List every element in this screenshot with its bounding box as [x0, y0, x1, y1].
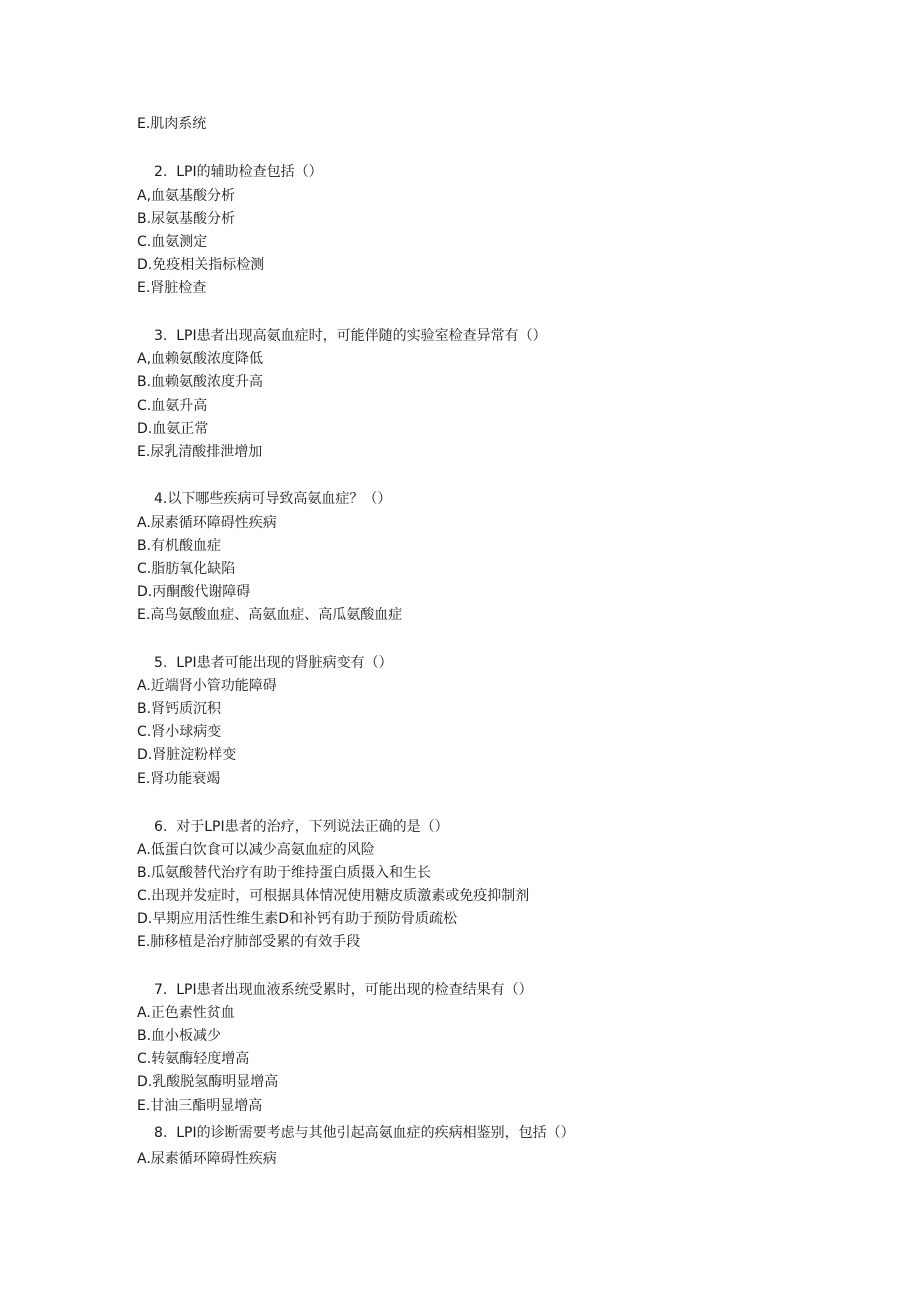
option-text: B.尿氨基酸分析 — [137, 211, 236, 227]
option-text: E.甘油三酯明显增高 — [137, 1098, 263, 1114]
option-text: E.肺移植是治疗肺部受累的有效手段 — [137, 934, 361, 950]
option-text: A.正色素性贫血 — [137, 1005, 235, 1021]
option-text: D.肾脏淀粉样变 — [137, 747, 237, 763]
question-text: 8. LPI的诊断需要考虑与其他引起高氨血症的疾病相鉴别，包括（） — [154, 1125, 575, 1141]
option-text: E.肾脏检查 — [137, 280, 207, 296]
option-text: A.低蛋白饮食可以减少高氨血症的风险 — [137, 842, 375, 858]
option-text: E.肾功能衰竭 — [137, 771, 221, 787]
option-text: B.血小板减少 — [137, 1028, 222, 1044]
option-text: C.肾小球病变 — [137, 724, 222, 740]
option-text: C.出现并发症时，可根据具体情况使用糖皮质激素或免疫抑制剂 — [137, 888, 530, 904]
option-text: A.尿素循环障碍性疾病 — [137, 515, 277, 531]
question-text: 3. LPI患者出现高氨血症时，可能伴随的实验室检查异常有（） — [154, 328, 547, 344]
option-text: B.血赖氨酸浓度升高 — [137, 374, 264, 390]
option-text: A,血赖氨酸浓度降低 — [137, 351, 264, 367]
option-text: D.丙酮酸代谢障碍 — [137, 584, 251, 600]
option-text: C.血氨测定 — [137, 234, 208, 250]
question-text: 2. LPI的辅助检查包括（） — [154, 164, 323, 180]
option-text: A.尿素循环障碍性疾病 — [137, 1151, 277, 1167]
option-text: D.早期应用活性维生素D和补钙有助于预防骨质疏松 — [137, 911, 458, 927]
option-text: D.免疫相关指标检测 — [137, 257, 265, 273]
option-text: E.尿乳清酸排泄增加 — [137, 444, 263, 460]
option-text: A,血氨基酸分析 — [137, 188, 236, 204]
question-text: 5. LPI患者可能出现的肾脏病变有（） — [154, 655, 393, 671]
option-text: D.血氨正常 — [137, 421, 209, 437]
option-text: D.乳酸脱氢酶明显增高 — [137, 1074, 279, 1090]
question-text: 6. 对于LPI患者的治疗，下列说法正确的是（） — [154, 819, 449, 835]
question-text: 4.以下哪些疾病可导致高氨血症？（） — [154, 491, 392, 507]
option-text: A.近端肾小管功能障碍 — [137, 678, 277, 694]
option-text: B.肾钙质沉积 — [137, 701, 222, 717]
option-text: C.脂肪氧化缺陷 — [137, 561, 236, 577]
question-text: 7. LPI患者出现血液系统受累时，可能出现的检查结果有（） — [154, 982, 533, 998]
option-text: E.高鸟氨酸血症、高氨血症、高瓜氨酸血症 — [137, 607, 403, 623]
option-text: C.血氨升高 — [137, 398, 208, 414]
option-text: B.有机酸血症 — [137, 538, 222, 554]
option-text: C.转氨酶轻度增高 — [137, 1051, 250, 1067]
option-text: B.瓜氨酸替代治疗有助于维持蛋白质摄入和生长 — [137, 865, 432, 881]
option-text: E.肌肉系统 — [137, 116, 207, 132]
